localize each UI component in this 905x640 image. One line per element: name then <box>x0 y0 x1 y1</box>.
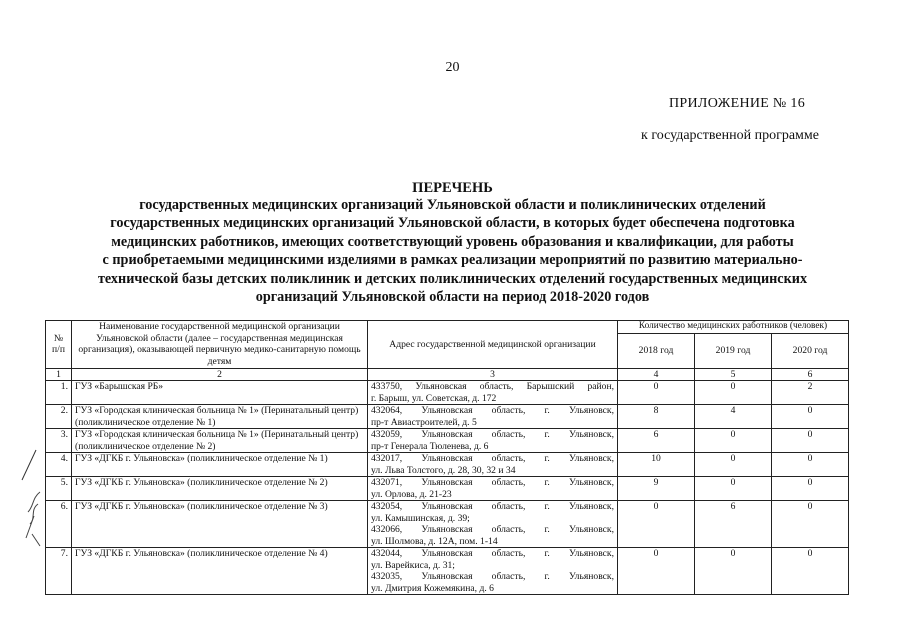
row-num: 1. <box>46 381 72 405</box>
row-name: ГУЗ «ДГКБ г. Ульяновска» (поликлиническое отделение № 2) <box>72 477 368 501</box>
address-line: 432071, Ульяновская область, г. Ульяновск, <box>371 477 614 488</box>
table-row <box>46 477 849 501</box>
row-2019: 0 <box>695 477 772 501</box>
col-number: 3 <box>368 368 618 381</box>
row-2020: 0 <box>772 477 849 501</box>
address-line: ул. Дмитрия Кожемякина, д. 6 <box>371 582 494 594</box>
document-title: ПЕРЕЧЕНЬ <box>412 180 493 196</box>
row-2018: 0 <box>618 381 695 405</box>
row-2019: 0 <box>695 429 772 453</box>
header-name: Наименование государственной медицинской организации Ульяновской области (далее – государственная медицинская организация), оказывающей первичную медико-санитарную помощь детям <box>72 321 368 369</box>
program-reference: к государственной программе <box>641 128 819 143</box>
organizations-table <box>45 320 849 595</box>
row-address <box>368 405 618 429</box>
row-address <box>368 501 618 548</box>
address-line: 432066, Ульяновская область, г. Ульяновск, <box>371 524 614 535</box>
row-name: ГУЗ «ДГКБ г. Ульяновска» (поликлиническое отделение № 4) <box>72 548 368 595</box>
row-name: ГУЗ «ДГКБ г. Ульяновска» (поликлиническое отделение № 1) <box>72 453 368 477</box>
address-line: ул. Орлова, д. 21-23 <box>371 488 452 500</box>
row-2018: 9 <box>618 477 695 501</box>
subtitle-line: с приобретаемыми медицинскими изделиями в рамках реализации мероприятий по развитию материально- <box>102 252 803 269</box>
subtitle-line: технической базы детских поликлиник и детских поликлинических отделений государственных медицинских <box>97 270 808 287</box>
address-line: ул. Льва Толстого, д. 28, 30, 32 и 34 <box>371 464 516 476</box>
header-num: № п/п <box>46 321 72 369</box>
col-number: 1 <box>46 368 72 381</box>
header-2020: 2020 год <box>772 333 849 368</box>
row-2020: 0 <box>772 548 849 595</box>
address-line: ул. Камышинская, д. 39; <box>371 512 470 524</box>
subtitle-line: государственных медицинских организаций Ульяновской области, в которых будет обеспечена подготовка <box>110 215 795 232</box>
header-2018: 2018 год <box>618 333 695 368</box>
header-count: Количество медицинских работников (человек) <box>618 321 849 334</box>
row-2019: 6 <box>695 501 772 548</box>
row-num: 7. <box>46 548 72 595</box>
col-number: 5 <box>695 368 772 381</box>
row-2018: 0 <box>618 501 695 548</box>
row-2018: 0 <box>618 548 695 595</box>
header-2019: 2019 год <box>695 333 772 368</box>
address-line: ул. Шолмова, д. 12А, пом. 1-14 <box>371 535 498 547</box>
row-name: ГУЗ «Городская клиническая больница № 1» (Перинатальный центр) (поликлиническое отделение № 2) <box>72 429 368 453</box>
row-2020: 0 <box>772 405 849 429</box>
row-address <box>368 548 618 595</box>
document-subtitle <box>60 196 845 306</box>
subtitle-line: государственных медицинских организаций Ульяновской области и поликлинических отделений <box>139 197 766 213</box>
margin-scribble-icon <box>14 446 46 556</box>
row-2020: 2 <box>772 381 849 405</box>
col-number: 4 <box>618 368 695 381</box>
row-2020: 0 <box>772 501 849 548</box>
address-line: 432059, Ульяновская область, г. Ульяновск, <box>371 429 614 440</box>
address-line: г. Барыш, ул. Советская, д. 172 <box>371 392 497 404</box>
row-num: 3. <box>46 429 72 453</box>
row-num: 5. <box>46 477 72 501</box>
address-line: пр-т Генерала Тюленева, д. 6 <box>371 440 489 452</box>
subtitle-line: организаций Ульяновской области на период 2018-2020 годов <box>255 289 650 306</box>
address-line: 432017, Ульяновская область, г. Ульяновск, <box>371 453 614 464</box>
row-2019: 0 <box>695 453 772 477</box>
row-2018: 8 <box>618 405 695 429</box>
row-num: 4. <box>46 453 72 477</box>
row-name: ГУЗ «Городская клиническая больница № 1» (Перинатальный центр) (поликлиническое отделение № 1) <box>72 405 368 429</box>
table-row <box>46 405 849 429</box>
address-line: 433750, Ульяновская область, Барышский район, <box>371 381 614 392</box>
row-address <box>368 381 618 405</box>
row-2018: 6 <box>618 429 695 453</box>
table-row <box>46 501 849 548</box>
address-line: пр-т Авиастроителей, д. 5 <box>371 416 477 428</box>
row-num: 6. <box>46 501 72 548</box>
row-2019: 4 <box>695 405 772 429</box>
address-line: 432064, Ульяновская область, г. Ульяновск, <box>371 405 614 416</box>
address-line: 432044, Ульяновская область, г. Ульяновск, <box>371 548 614 559</box>
row-2020: 0 <box>772 453 849 477</box>
row-name: ГУЗ «ДГКБ г. Ульяновска» (поликлиническое отделение № 3) <box>72 501 368 548</box>
header-address: Адрес государственной медицинской организации <box>368 321 618 369</box>
appendix-label: ПРИЛОЖЕНИЕ № 16 <box>669 96 805 111</box>
row-name: ГУЗ «Барышская РБ» <box>72 381 368 405</box>
address-line: ул. Варейкиса, д. 31; <box>371 559 455 571</box>
col-number: 2 <box>72 368 368 381</box>
row-2019: 0 <box>695 381 772 405</box>
row-address <box>368 477 618 501</box>
row-address <box>368 453 618 477</box>
row-address <box>368 429 618 453</box>
page-number: 20 <box>445 60 460 75</box>
table-row <box>46 453 849 477</box>
row-2018: 10 <box>618 453 695 477</box>
row-2020: 0 <box>772 429 849 453</box>
row-num: 2. <box>46 405 72 429</box>
row-2019: 0 <box>695 548 772 595</box>
address-line: 432054, Ульяновская область, г. Ульяновск, <box>371 501 614 512</box>
subtitle-line: медицинских работников, имеющих соответствующий уровень образования и квалификации, для работы <box>111 233 794 250</box>
col-number: 6 <box>772 368 849 381</box>
address-line: 432035, Ульяновская область, г. Ульяновск, <box>371 571 614 582</box>
table-row <box>46 429 849 453</box>
table-row <box>46 548 849 595</box>
table-row <box>46 381 849 405</box>
